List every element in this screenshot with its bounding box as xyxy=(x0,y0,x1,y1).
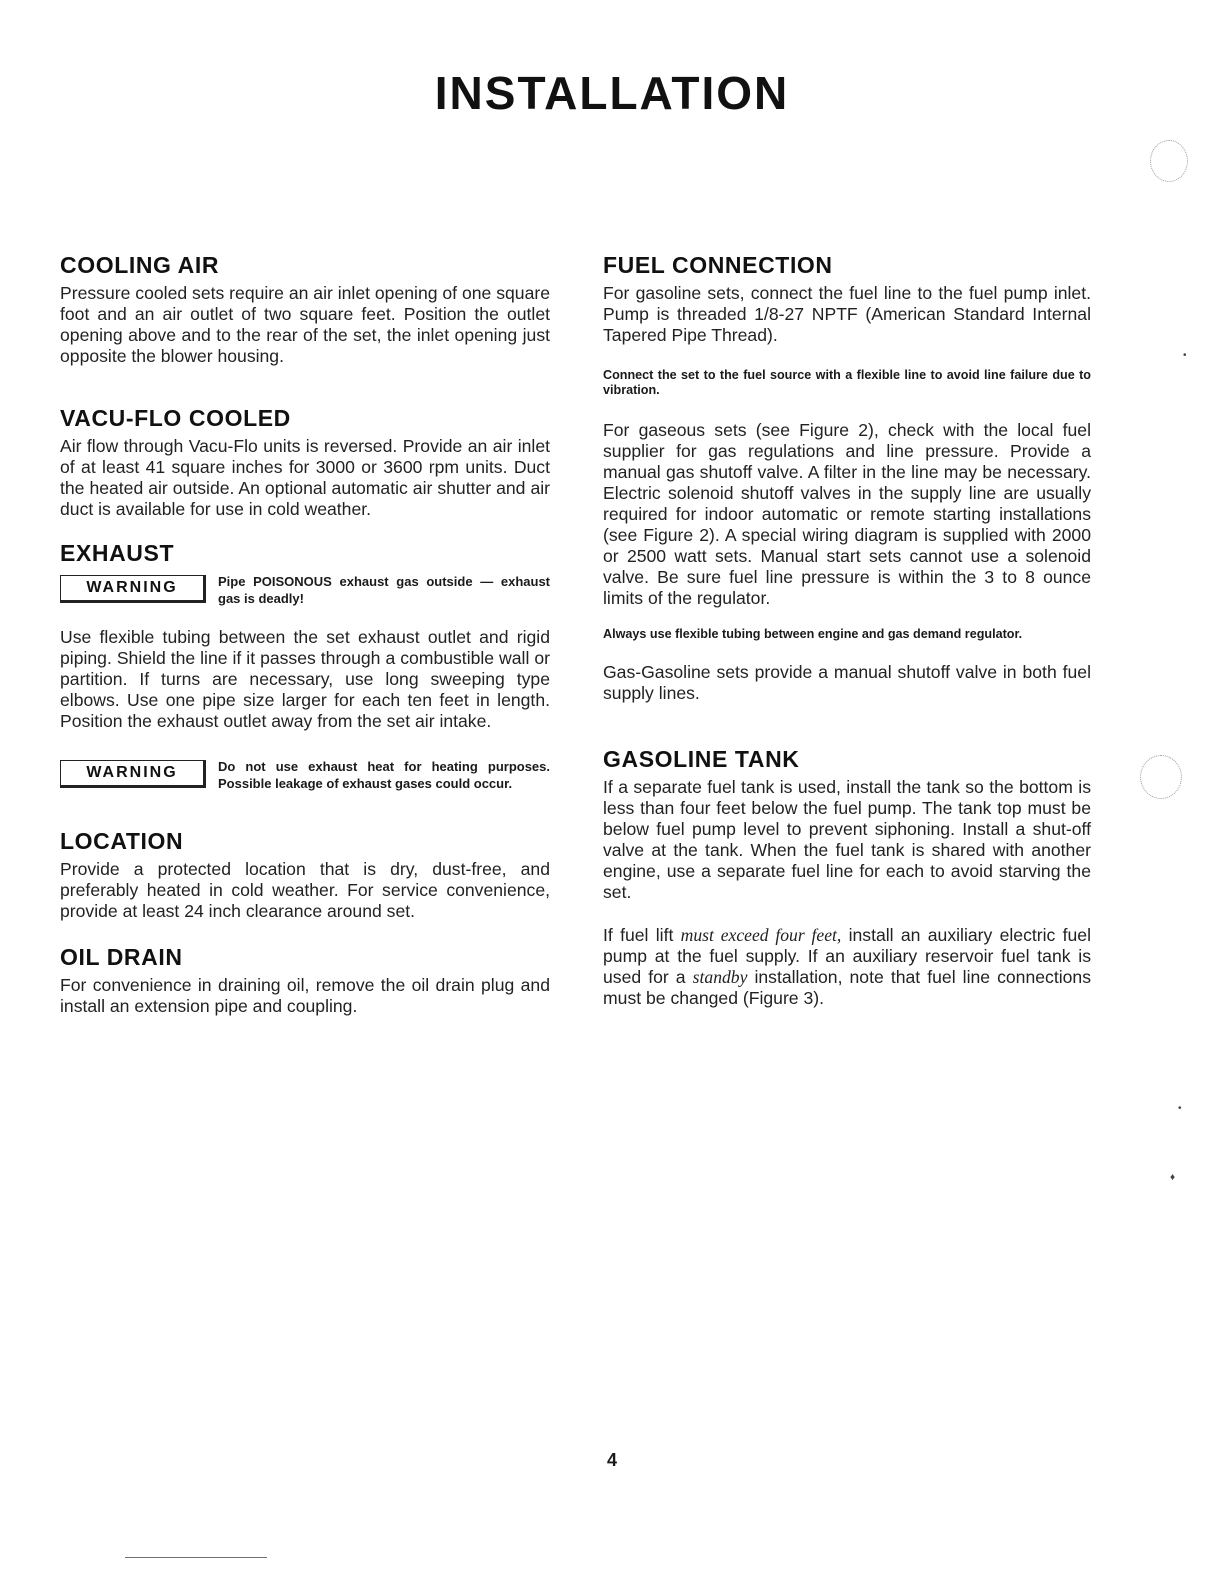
scan-dot: • xyxy=(1183,350,1187,361)
gas-gasoline-text: Gas-Gasoline sets provide a manual shutoff valve in both fuel supply lines. xyxy=(603,662,1091,703)
warning-text: Pipe POISONOUS exhaust gas outside — exhaust gas is deadly! xyxy=(218,574,550,606)
fuel-connection-text: For gasoline sets, connect the fuel line to the fuel pump inlet. Pump is threaded 1/8-27 NPTF (American Standard Internal Tapered Pipe Thread). xyxy=(603,283,1091,345)
fuel-line-note: Connect the set to the fuel source with a flexible line to avoid line failure due to vibration. xyxy=(603,368,1091,397)
warning-text: Do not use exhaust heat for heating purposes. Possible leakage of exhaust gases could occur. xyxy=(218,759,550,791)
scan-dot: ♦ xyxy=(1170,1172,1176,1183)
section-heading-location: LOCATION xyxy=(60,828,184,854)
page-title: INSTALLATION xyxy=(434,67,790,119)
binder-hole-mark xyxy=(1140,755,1182,799)
fuel-lift-text-part: installation, note that fuel line connections must be changed (Figure 3). xyxy=(603,967,1091,1008)
section-oil-drain xyxy=(60,944,550,1017)
cooling-air-text: Pressure cooled sets require an air inlet opening of one square foot and an air outlet of two square feet. Position the outlet opening above and to the rear of the set, the inlet opening just opposite the blower housing. xyxy=(60,283,550,366)
section-gasoline-tank xyxy=(603,746,1091,1009)
page-number: 4 xyxy=(606,1450,617,1470)
section-fuel-connection xyxy=(603,252,1091,704)
section-exhaust xyxy=(60,540,550,792)
fuel-lift-emphasis: must exceed four feet, xyxy=(680,925,842,945)
binder-hole-mark xyxy=(1150,140,1188,182)
fuel-lift-text-part: If fuel lift xyxy=(603,925,681,945)
flexible-tubing-note: Always use flexible tubing between engine and gas demand regulator. xyxy=(603,627,1023,641)
standby-emphasis: standby xyxy=(692,967,748,987)
footer-rule xyxy=(125,1557,267,1558)
section-location xyxy=(60,828,550,922)
oil-drain-text: For convenience in draining oil, remove the oil drain plug and install an extension pipe and coupling. xyxy=(60,975,550,1016)
section-cooling-air xyxy=(60,252,550,367)
gasoline-tank-text: If a separate fuel tank is used, install the tank so the bottom is less than four feet below the fuel pump. The tank top must be below fuel pump level to prevent siphoning. Install a shut-off valve at the tank. When the fuel tank is shared with another engine, use a separate fuel line for each to avoid starving the set. xyxy=(603,777,1091,902)
warning-callout-exhaust-heat xyxy=(60,758,550,792)
section-vacu-flo-cooled xyxy=(60,405,550,520)
warning-label: WARNING xyxy=(60,575,206,603)
section-heading-gasoline-tank: GASOLINE TANK xyxy=(603,746,800,772)
fuel-lift-text xyxy=(603,925,1091,1009)
section-heading-oil-drain: OIL DRAIN xyxy=(60,944,183,970)
warning-callout-exhaust-gas xyxy=(60,573,550,607)
right-column xyxy=(603,252,1091,1009)
warning-label: WARNING xyxy=(60,760,206,788)
section-heading-fuel-connection: FUEL CONNECTION xyxy=(603,252,833,278)
section-heading-exhaust: EXHAUST xyxy=(60,540,175,566)
section-heading-vacu-flo-cooled: VACU-FLO COOLED xyxy=(60,405,291,431)
vacu-flo-text: Air flow through Vacu-Flo units is reversed. Provide an air inlet of at least 41 square inches for 3000 or 3600 rpm units. Duct the heated air outside. An optional automatic air shutter and air duct is available for use in cold weather. xyxy=(60,436,550,519)
location-text: Provide a protected location that is dry, dust-free, and preferably heated in cold weather. For service convenience, provide at least 24 inch clearance around set. xyxy=(60,859,550,921)
gaseous-sets-text: For gaseous sets (see Figure 2), check with the local fuel supplier for gas regulations and line pressure. Provide a manual gas shutoff valve. A filter in the line may be necessary. Electric solenoid shutoff valves in the supply line are usually required for indoor automatic or remote starting installations (see Figure 2). A special wiring diagram is supplied with 2000 or 2500 watt sets. Manual start sets cannot use a solenoid valve. Be sure fuel line pressure is within the 3 to 8 ounce limits of the regulator. xyxy=(603,420,1091,608)
section-heading-cooling-air: COOLING AIR xyxy=(60,252,220,278)
exhaust-text: Use flexible tubing between the set exhaust outlet and rigid piping. Shield the line if it passes through a combustible wall or partition. If turns are necessary, use long sweeping type elbows. Use one pipe size larger for each ten feet in length. Position the exhaust outlet away from the set air intake. xyxy=(60,627,550,731)
scan-dot: • xyxy=(1178,1103,1182,1114)
fuel-lift-text-part: install an auxiliary electric fuel pump at the fuel supply. If an auxiliary reservoir fuel tank is used for a xyxy=(603,925,1091,987)
left-column xyxy=(60,252,550,1017)
